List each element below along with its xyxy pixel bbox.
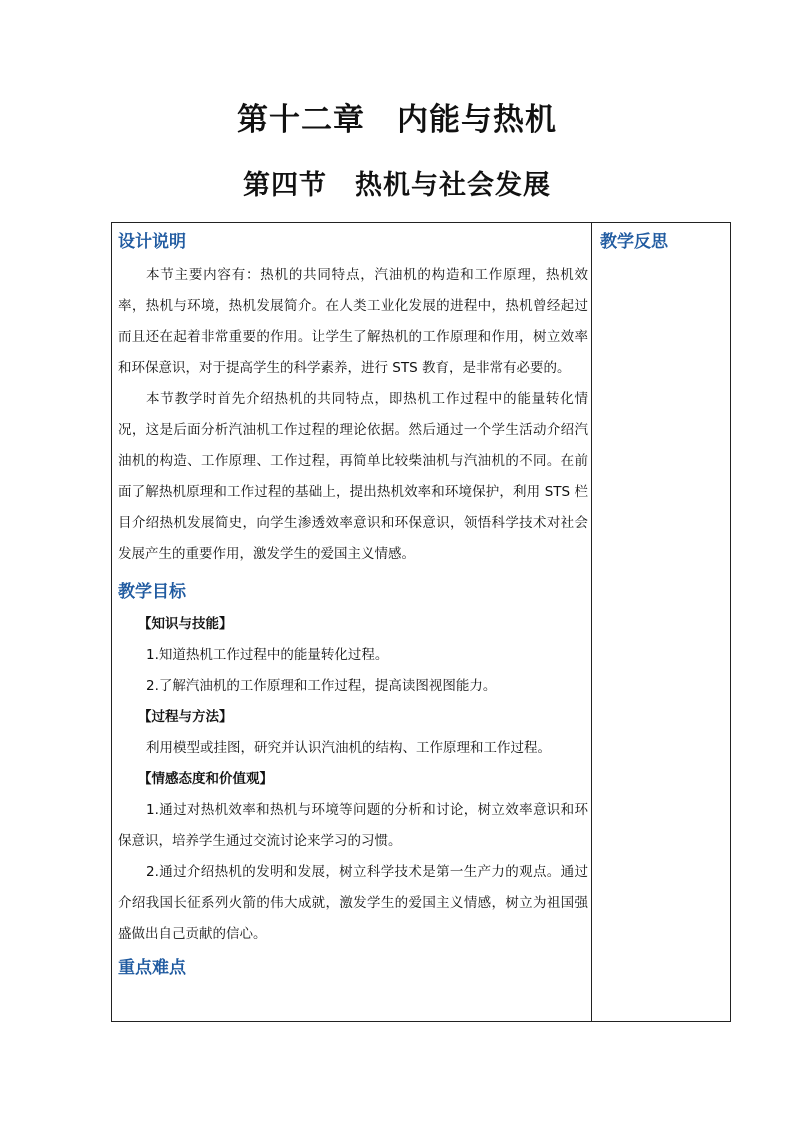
goals-heading: 教学目标: [118, 582, 186, 602]
goal-item: 利用模型或挂图，研究并认识汽油机的结构、工作原理和工作过程。: [146, 740, 551, 756]
knowledge-label: 【知识与技能】: [138, 616, 233, 632]
column-divider: [591, 222, 592, 1022]
design-paragraph: 本节主要内容有：热机的共同特点，汽油机的构造和工作原理，热机效率，热机与环境，热机发展简介。在人类工业化发展的进程中，热机曾经起过而且还在起着非常重要的作用。让学生了解热机的工作原理和作用，树立效率和环保意识，对于提高学生的科学素养，进行 STS 教育，是非常有必要的。: [118, 267, 588, 376]
design-column: [118, 226, 588, 985]
goal-item: 1.通过对热机效率和热机与环境等问题的分析和讨论，树立效率意识和环保意识，培养学生通过交流讨论来学习的习惯。: [118, 802, 588, 849]
reflection-column: [600, 226, 726, 259]
reflection-heading: 教学反思: [600, 232, 668, 252]
design-heading: 设计说明: [118, 232, 186, 252]
key-points-heading: 重点难点: [118, 958, 186, 978]
goal-item: 2.了解汽油机的工作原理和工作过程，提高读图视图能力。: [146, 678, 497, 694]
section-title: 第四节 热机与社会发展: [243, 170, 551, 201]
chapter-title: 第十二章 内能与热机: [237, 102, 557, 138]
goal-item: 2.通过介绍热机的发明和发展，树立科学技术是第一生产力的观点。通过介绍我国长征系列火箭的伟大成就，激发学生的爱国主义情感，树立为祖国强盛做出自己贡献的信心。: [118, 864, 588, 942]
process-label: 【过程与方法】: [138, 709, 233, 725]
design-paragraph: 本节教学时首先介绍热机的共同特点，即热机工作过程中的能量转化情况，这是后面分析汽油机工作过程的理论依据。然后通过一个学生活动介绍汽油机的构造、工作原理、工作过程，再简单比较柴油机与汽油机的不同。在前面了解热机原理和工作过程的基础上，提出热机效率和环境保护，利用 STS 栏目介绍热机发展简史，向学生渗透效率意识和环保意识，领悟科学技术对社会发展产生的重要作用，激发学生的爱国主义情感。: [118, 391, 588, 562]
emotion-label: 【情感态度和价值观】: [138, 771, 273, 787]
goal-item: 1.知道热机工作过程中的能量转化过程。: [146, 647, 389, 663]
